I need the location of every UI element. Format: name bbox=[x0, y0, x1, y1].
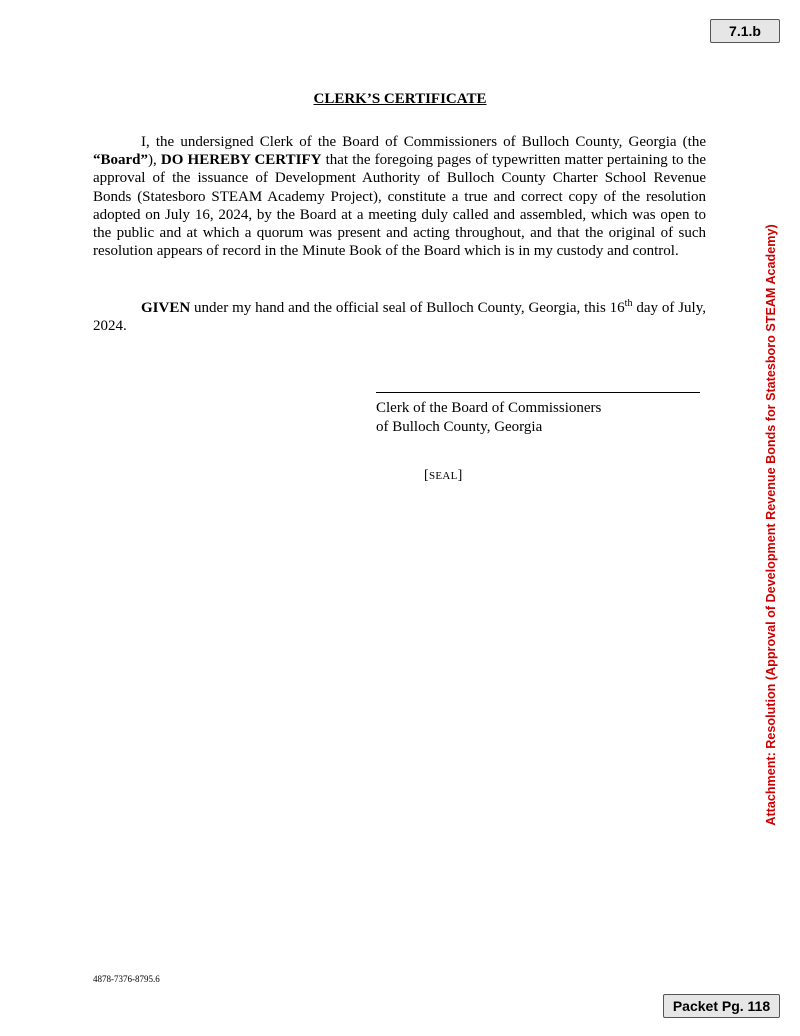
certify-phrase: DO HEREBY CERTIFY bbox=[160, 152, 322, 169]
signature-block bbox=[376, 399, 601, 437]
agenda-item-tag: 7.1.b bbox=[710, 19, 780, 43]
given-paragraph bbox=[93, 295, 706, 335]
certification-paragraph bbox=[93, 133, 706, 260]
certificate-title: CLERK’S CERTIFICATE bbox=[313, 91, 487, 107]
signature-line bbox=[376, 392, 700, 393]
seal-label: SEAL bbox=[428, 470, 458, 482]
given-word: GIVEN bbox=[141, 300, 191, 316]
para2-text-b: day of July, 2024. bbox=[93, 300, 706, 335]
document-id: 4878-7376-8795.6 bbox=[93, 974, 160, 984]
para1-text-c: that the foregoing pages of typewritten matter pertaining to the approval of the issuance of Development Authority of Bulloch County Charter School Revenue Bonds (Statesboro STEAM Academy Project), constitute a true and correct copy of the resolution adopted on July 16, 2024, by the Board at a meeting duly called and assembled, which was open to the public and at which a quorum was present and acting throughout, and that the original of such resolution appears of record in the Minute Book of the Board which is in my custody and control. bbox=[93, 152, 707, 260]
attachment-side-label: Attachment: Resolution (Approval of Development Revenue Bonds for Statesboro STEAM Academy) bbox=[764, 224, 778, 826]
ordinal-suffix: th bbox=[624, 298, 633, 309]
para1-text-a: I, the undersigned Clerk of the Board of Commissioners of Bulloch County, Georgia (the bbox=[141, 134, 706, 150]
para1-text-b: ), bbox=[148, 152, 161, 169]
signature-title-line2: of Bulloch County, Georgia bbox=[376, 419, 543, 435]
signature-title-line1: Clerk of the Board of Commissioners bbox=[376, 400, 602, 416]
board-term: “Board” bbox=[93, 152, 149, 169]
seal-placeholder: [SEAL] bbox=[424, 468, 463, 483]
packet-page-tag: Packet Pg. 118 bbox=[663, 994, 780, 1018]
para2-text-a: under my hand and the official seal of Bulloch County, Georgia, this 16 bbox=[190, 300, 625, 316]
